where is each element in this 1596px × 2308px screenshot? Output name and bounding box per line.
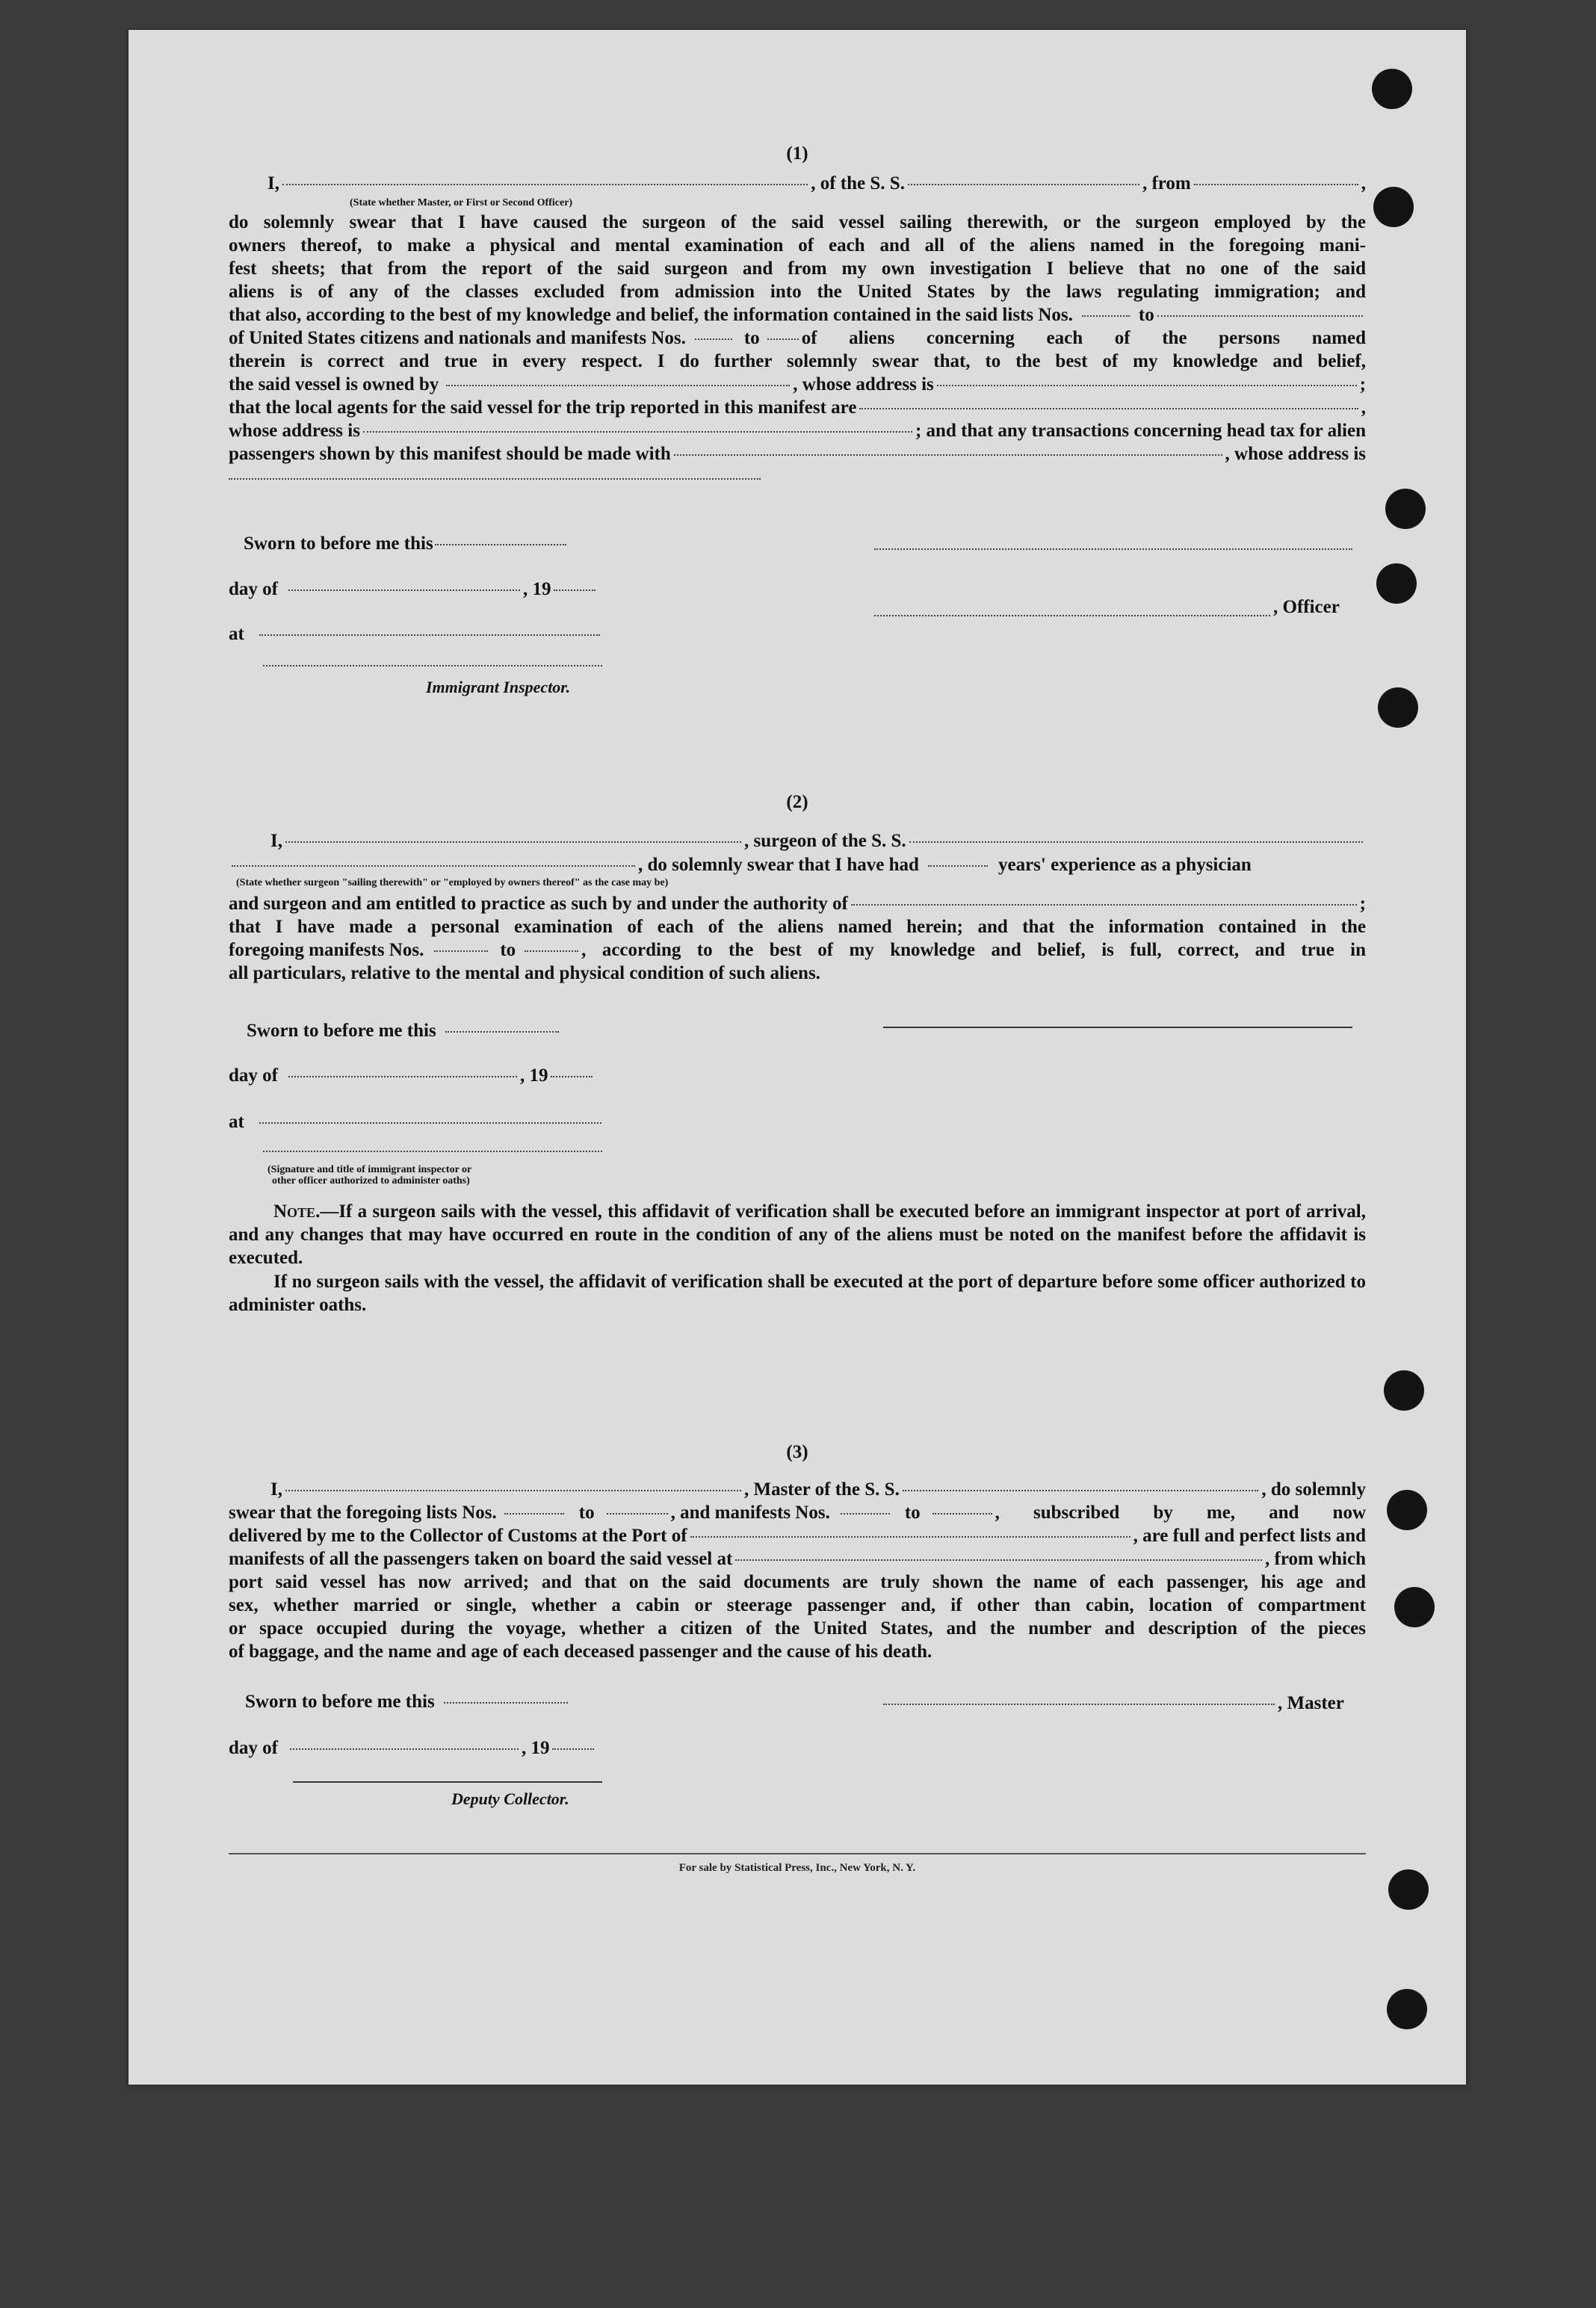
section-3: (3) I, , Master of the S. S. , do solemnly swear that the foregoing lists Nos. to , and manifests Nos. to , subscribed by me, and now delivered by me to the Collector of Customs at the Port of , are full and perfect lists and manifests of all the passengers taken on board the said vessel at , from which port said vessel has now arrived; and that on the said documents are truly shown the name of each passenger, his age and sex, whether married or single, whether a cabin or steerage passenger and, if other than cabin, location of compartment or space occupied during the voyage, whether a citizen of the United States, and the number and description of the pieces of baggage, and the name and age of each deceased passenger and the cause of his death. Sworn to before me this , Master day of , 19 Deputy Collector. bbox=[229, 1441, 1366, 1844]
inspector-signature-field[interactable] bbox=[263, 665, 602, 666]
surgeon-signature-field[interactable] bbox=[883, 1027, 1352, 1028]
section-1-number: (1) bbox=[786, 143, 808, 164]
sec1-line: do solemnly swear that I have caused the surgeon of the said vessel sailing therewith, or the surgeon employed by the bbox=[229, 212, 1366, 232]
year-field[interactable] bbox=[551, 1076, 593, 1077]
sworn-date-field[interactable] bbox=[435, 544, 566, 545]
surgeon-note: (State whether surgeon "sailing therewith" or "employed by owners thereof" as the case may be) bbox=[236, 877, 669, 888]
punch-hole bbox=[1376, 563, 1417, 604]
sec3-line: or space occupied during the voyage, whether a citizen of the United States, and the number and description of the pieces bbox=[229, 1618, 1366, 1639]
owner-address-field[interactable] bbox=[937, 385, 1357, 386]
sec1-line: therein is correct and true in every respect. I do further solemnly swear that, to the best of my knowledge and belief, bbox=[229, 351, 1366, 371]
surgeon-name-field[interactable] bbox=[285, 841, 741, 843]
deputy-caption: Deputy Collector. bbox=[451, 1789, 569, 1808]
sec2-line: that I have made a personal examination of each of the aliens named herein; and that the information contained in the bbox=[229, 917, 1366, 937]
officer-note: (State whether Master, or First or Second Officer) bbox=[350, 197, 573, 208]
punch-hole bbox=[1373, 187, 1414, 227]
punch-hole bbox=[1388, 1869, 1429, 1910]
master-ship-field[interactable] bbox=[903, 1490, 1259, 1491]
surgeon-type-field[interactable] bbox=[232, 865, 635, 867]
sec3-line: port said vessel has now arrived; and that on the said documents are truly shown the name of each passenger, his age and bbox=[229, 1572, 1366, 1592]
printer-footer: For sale by Statistical Press, Inc., New York, N. Y. bbox=[678, 1862, 916, 1874]
sec1-line: fest sheets; that from the report of the said surgeon and from my own investigation I believe that no one of the said bbox=[229, 259, 1366, 279]
local-agents-field[interactable] bbox=[859, 408, 1358, 409]
boarding-port-field[interactable] bbox=[735, 1559, 1262, 1561]
port-field[interactable] bbox=[690, 1536, 1130, 1538]
section-2: (2) I, , surgeon of the S. S. , do solemnly swear that I have had years' experience as a physician (State whether surgeon "sailing therewith" or "employed by owners thereof" as the case may be) and surgeon and am entitled to practice as such by and under the authority of ; that I have made a personal examination of each of the aliens named herein; and that the information contained in the foregoing manifests Nos. to , according to the best of my knowledge and belief, is full, correct, and true in all particulars, relative to the mental and physical condition of such aliens. Sworn to before me this day of , 19 at (Signature and title of immigrant inspector or other officer authorized to administer oaths) Note.—If a surgeon sails with the vessel, this affidavit of verification shall be executed before an immigrant inspector at port of arrival, and any changes that may have occurred en route in the condition of any of the aliens must be noted on the manifest before the affidavit is executed. If no surgeon sails with the vessel, the affidavit of verification shall be executed at the port of departure before some officer authorized to administer oaths. bbox=[229, 792, 1366, 1315]
footer-rule bbox=[229, 1853, 1366, 1854]
sec3-line: sex, whether married or single, whether a cabin or steerage passenger and, if other than cabin, location of compartment bbox=[229, 1595, 1366, 1615]
years-experience-field[interactable] bbox=[928, 865, 988, 867]
lists-from-field[interactable] bbox=[504, 1513, 564, 1515]
inspector-caption: Immigrant Inspector. bbox=[426, 678, 571, 696]
officer-title-field[interactable] bbox=[282, 184, 808, 185]
sec2-line: all particulars, relative to the mental and physical condition of such aliens. bbox=[229, 963, 820, 983]
manifests-to-field[interactable] bbox=[767, 338, 799, 340]
punch-hole bbox=[1385, 489, 1426, 529]
punch-hole bbox=[1378, 687, 1418, 728]
sec3-line: of baggage, and the name and age of each deceased passenger and the cause of his death. bbox=[229, 1642, 932, 1662]
at-place-field[interactable] bbox=[259, 634, 600, 636]
punch-hole bbox=[1387, 1490, 1427, 1530]
lists-to-field[interactable] bbox=[1157, 315, 1363, 317]
lists-from-field[interactable] bbox=[1082, 315, 1130, 317]
form-sheet bbox=[129, 30, 1466, 2085]
lists-to-field[interactable] bbox=[607, 1513, 668, 1515]
section-3-number: (3) bbox=[786, 1442, 808, 1462]
manifests-from-field[interactable] bbox=[695, 338, 732, 340]
signature-note: (Signature and title of immigrant inspector or other officer authorized to administer oaths) bbox=[267, 1164, 472, 1187]
year-field[interactable] bbox=[554, 590, 596, 591]
master-signature-field[interactable] bbox=[883, 1704, 1275, 1705]
punch-hole bbox=[1394, 1587, 1435, 1627]
punch-hole bbox=[1384, 1370, 1424, 1411]
sec1-i: I, bbox=[267, 173, 279, 194]
officer-title-sig-field[interactable] bbox=[874, 592, 1270, 616]
sec1-line: owners thereof, to make a physical and mental examination of each and all of the aliens named in the foregoing mani- bbox=[229, 235, 1366, 256]
day-of-field[interactable] bbox=[288, 590, 520, 591]
manifests-to-field[interactable] bbox=[932, 1513, 992, 1515]
head-tax-party-field[interactable] bbox=[674, 454, 1222, 456]
master-name-field[interactable] bbox=[285, 1490, 741, 1491]
from-port-field[interactable] bbox=[1194, 184, 1358, 185]
section-1: (1) I, , of the S. S. , from , (State whether Master, or First or Second Officer) do solemnly swear that I have caused the surgeon of the said vessel sailing therewith, or the surgeon employed by the owners thereof, to make a physical and mental examination of each and all of the aliens named in the foregoing mani- fest sheets; that from the report of the said surgeon and from my own investigation I believe that no one of the said aliens is of any of the classes excluded from admission into the United States by the laws regulating immigration; and that also, according to the best of my knowledge and belief, the information contained in the said lists Nos. to of United States citizens and nationals and manifests Nos. to of aliens concerning each of the persons named therein is correct and true in every respect. I do further solemnly swear that, to the best of my knowledge and belief, the said vessel is owned by , whose address is ; that the local agents for the said vessel for the trip reported in this manifest are , whose address is ; and that any transactions concerning head tax for alien passengers shown by this manifest should be made with , whose address is Sworn to before me this day of , 19 , Officer at Immigrant Inspector. bbox=[229, 142, 1366, 740]
agents-address-field[interactable] bbox=[363, 431, 912, 433]
owner-field[interactable] bbox=[446, 385, 790, 386]
note-paragraph-2: If no surgeon sails with the vessel, the affidavit of verification shall be executed at the port of departure before some officer authorized to administer oaths. bbox=[229, 1272, 1366, 1315]
authority-field[interactable] bbox=[851, 904, 1357, 906]
sworn-date-field[interactable] bbox=[445, 1031, 559, 1033]
day-of-field[interactable] bbox=[290, 1748, 519, 1750]
manifests-from-field[interactable] bbox=[841, 1513, 890, 1515]
officer-signature-field[interactable] bbox=[874, 548, 1352, 550]
surgeon-ship-field[interactable] bbox=[909, 841, 1363, 843]
at-place-field[interactable] bbox=[259, 1122, 601, 1124]
ship-name-field[interactable] bbox=[908, 184, 1139, 185]
punch-hole bbox=[1372, 69, 1412, 109]
section-2-number: (2) bbox=[786, 792, 808, 812]
fore-to-field[interactable] bbox=[525, 950, 578, 952]
day-of-field[interactable] bbox=[288, 1076, 517, 1077]
sec1-line: aliens is of any of the classes excluded from admission into the United States by the laws regulating immigration; and bbox=[229, 282, 1366, 302]
deputy-signature-field[interactable] bbox=[293, 1781, 602, 1783]
punch-hole bbox=[1387, 1989, 1427, 2029]
year-field[interactable] bbox=[552, 1748, 594, 1750]
note-paragraph: Note.—If a surgeon sails with the vessel, this affidavit of verification shall be executed before an immigrant inspector at port of arrival, and any changes that may have occurred en route in the condition of any of the aliens must be noted on the manifest before the affidavit is executed. bbox=[229, 1201, 1366, 1268]
fore-from-field[interactable] bbox=[434, 950, 488, 952]
inspector-signature-field[interactable] bbox=[263, 1151, 602, 1152]
head-tax-address-field[interactable] bbox=[229, 478, 761, 480]
